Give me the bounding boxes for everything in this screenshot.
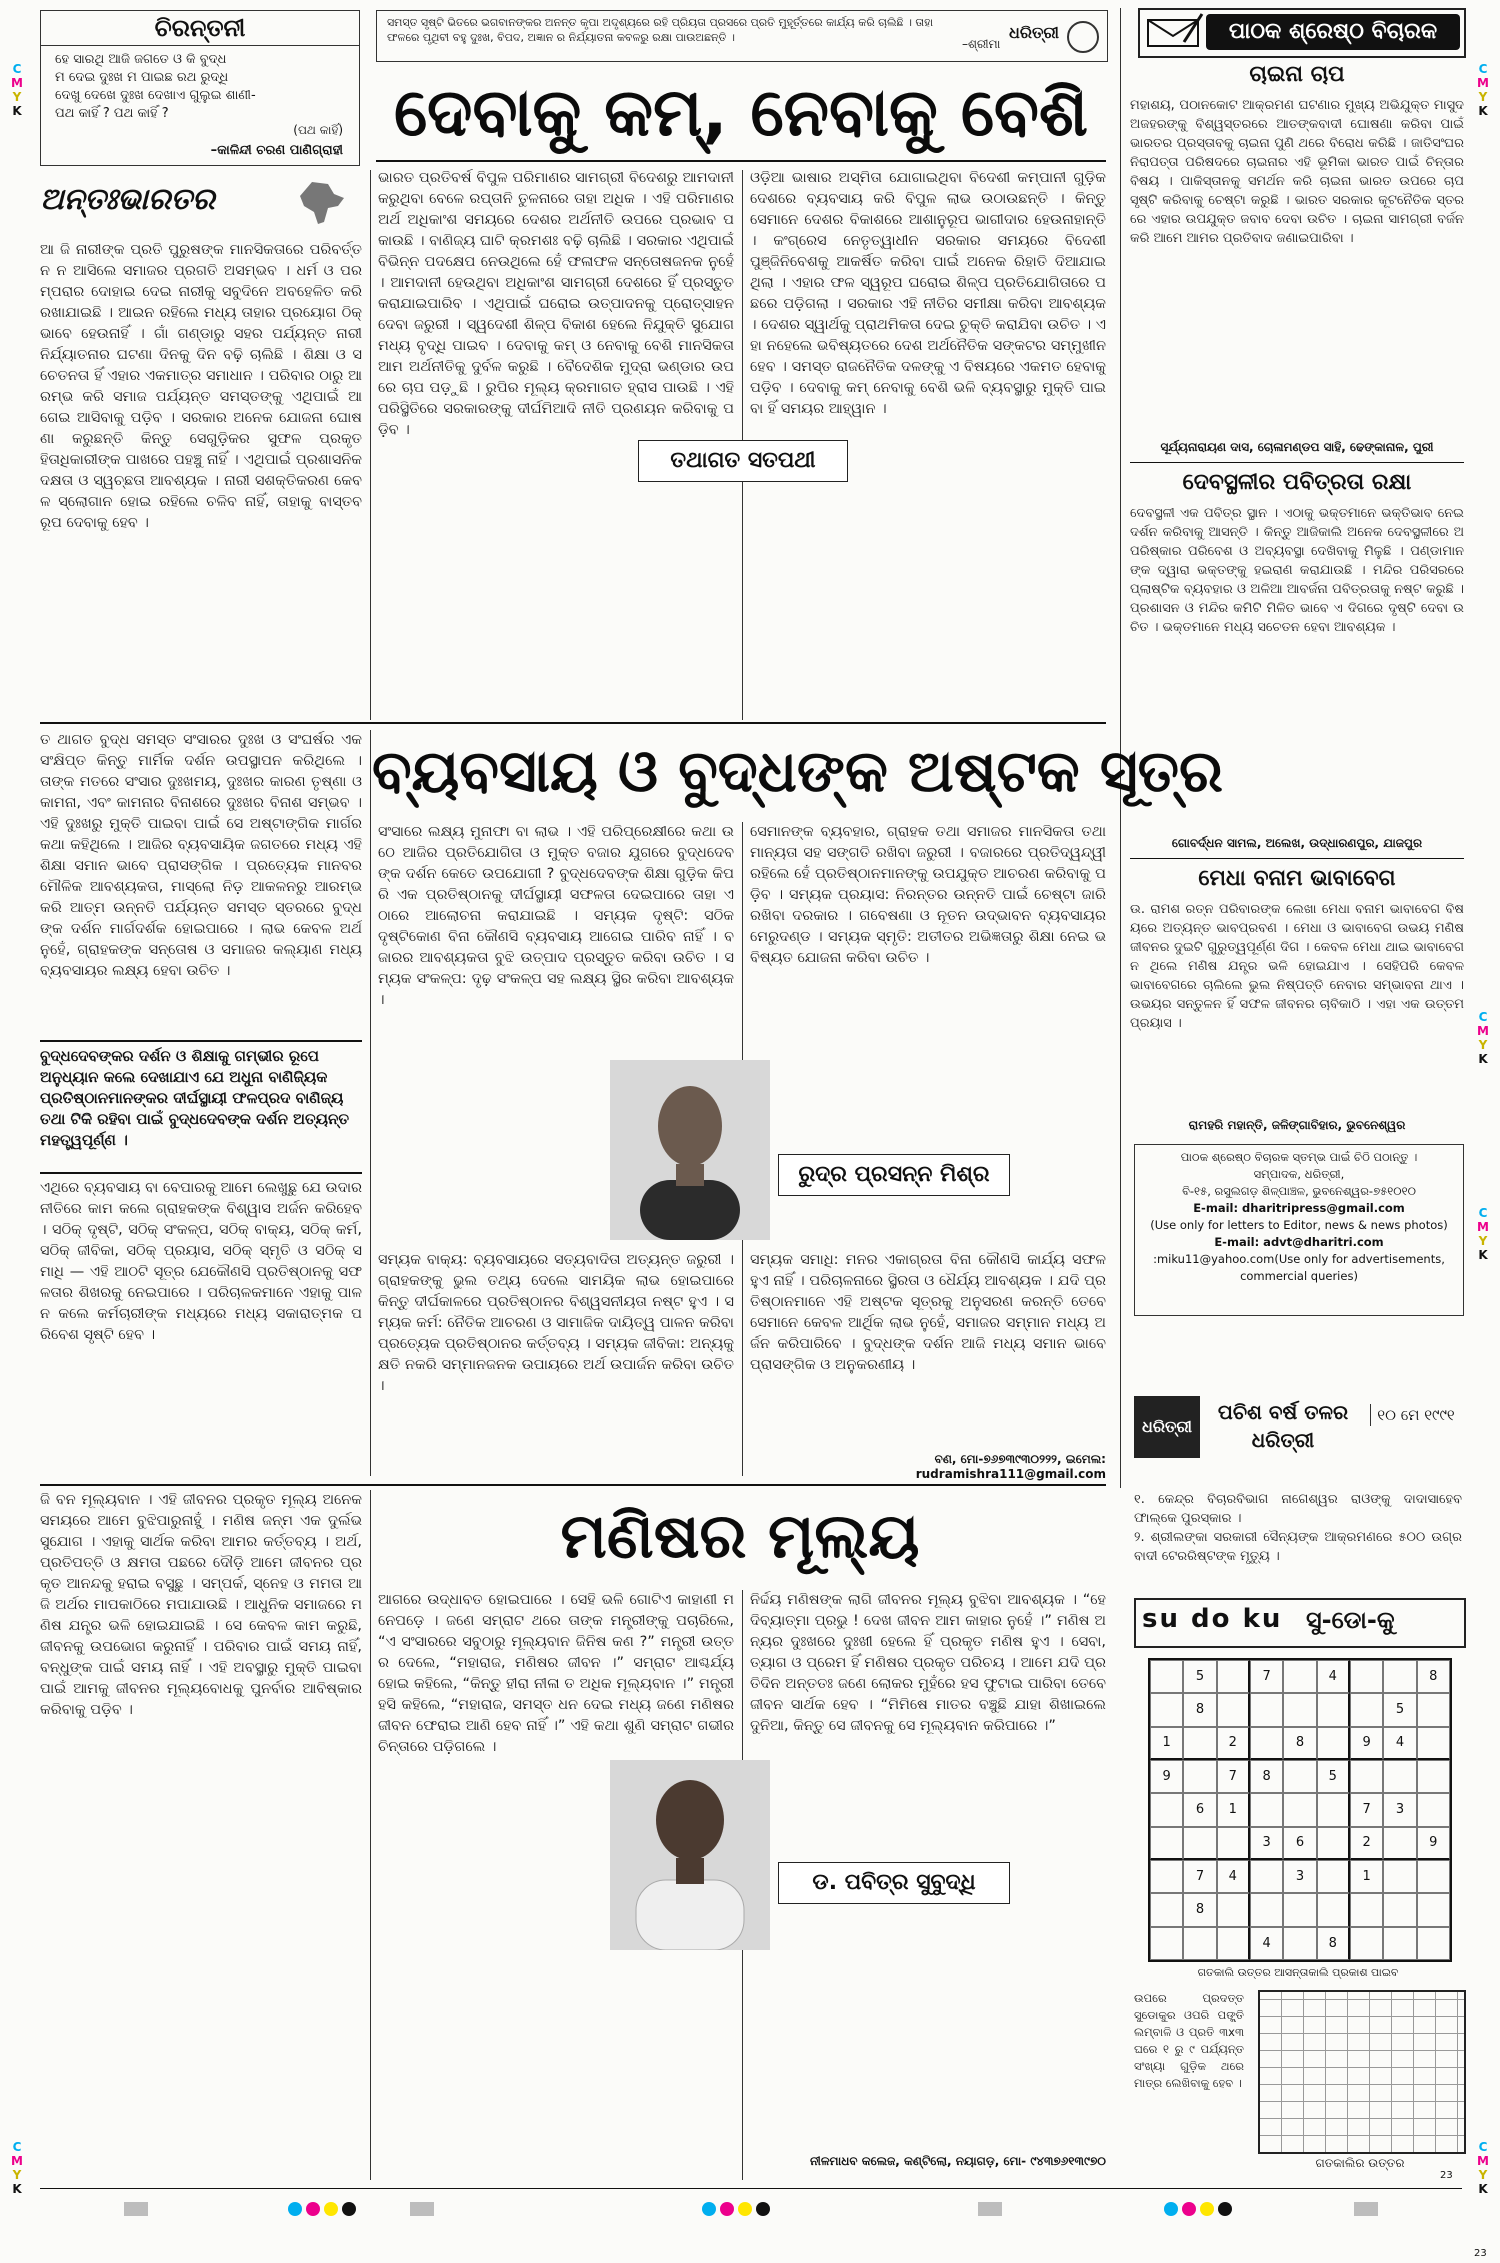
sudoku-cell[interactable] xyxy=(1217,1927,1250,1960)
sudoku-cell[interactable] xyxy=(1217,1893,1250,1926)
mind-author-photo xyxy=(610,1760,770,1950)
medha-author: ରାମହରି ମହାନ୍ତି, ଜଳିଙ୍ଗାବିହାର, ଭୁବନେଶ୍ୱର xyxy=(1188,1118,1406,1132)
top-quote-author: –ଶ୍ରୀମା xyxy=(962,37,1001,51)
business-col-3-text: ସେମାନଙ୍କ ବ୍ୟବହାର, ଗ୍ରାହକ ତଥା ସମାଜର ମାନସିକତା ତଥା ମାନ୍ୟତା ସହ ସଙ୍ଗତି ରଖିବା ଜରୁରୀ । ବଜାରରେ ପ୍ରତିଦ୍ୱନ୍ଦ୍ୱୀ ରହିଲେ ହେଁ ପ୍ରତିଷ୍ଠାନମାନଙ୍କୁ ଉପଯୁକ୍ତ ଆଚରଣ କରିବାକୁ ପଡ଼ିବ । ସମ୍ୟକ ପ୍ରୟାସ: ନିରନ୍ତର ଉନ୍ନତି ପାଇଁ ଚେଷ୍ଟା ଜାରି ରଖିବା ଦରକାର । ଗବେଷଣା ଓ ନୂତନ ଉଦ୍ଭାବନ ବ୍ୟବସାୟର ମେରୁଦଣ୍ଡ । ସମ୍ୟକ ସ୍ମୃତି: ଅତୀତର ଅଭିଜ୍ଞତାରୁ ଶିକ୍ଷା ନେଇ ଭବିଷ୍ୟତ ଯୋଜନା କରିବା ଉଚିତ । xyxy=(750,824,1106,966)
letter-rule xyxy=(1130,858,1464,859)
sudoku-cell[interactable] xyxy=(1317,1860,1350,1893)
cyan-dot xyxy=(702,2202,716,2216)
sudoku-cell[interactable] xyxy=(1317,1827,1350,1860)
sudoku-cell[interactable]: 8 xyxy=(1417,1660,1450,1693)
black-dot xyxy=(342,2202,356,2216)
sudoku-cell[interactable]: 8 xyxy=(1283,1727,1316,1760)
chirantani-title: ଚିରନ୍ତନୀ xyxy=(41,11,359,46)
twentyfive-logo: ଧରିତ୍ରୀ xyxy=(1134,1396,1200,1458)
cmyk-c: C xyxy=(1478,2140,1488,2154)
sudoku-cell[interactable]: 4 xyxy=(1250,1927,1283,1960)
cmyk-y: Y xyxy=(1478,1234,1488,1248)
sudoku-cell[interactable] xyxy=(1183,1727,1216,1760)
reader-banner-title: ପାଠକ ଶ୍ରେଷ୍ଠ ବିଚାରକ xyxy=(1206,14,1460,50)
top-quote-box xyxy=(376,10,1108,62)
cmyk-m: M xyxy=(11,76,23,90)
sudoku-cell[interactable] xyxy=(1383,1893,1416,1926)
cmyk-k: K xyxy=(12,2182,22,2196)
page-number-corner: 23 xyxy=(1474,2248,1487,2259)
section-logo xyxy=(40,178,358,230)
cmyk-c: C xyxy=(12,62,22,76)
sudoku-cell[interactable] xyxy=(1217,1660,1250,1693)
sudoku-cell[interactable]: 9 xyxy=(1417,1827,1450,1860)
section-logo-text: ଅନ୍ତଃଭାରତର xyxy=(40,182,215,217)
cmyk-mark-right-low xyxy=(1476,1206,1490,1262)
sudoku-cell[interactable]: 7 xyxy=(1217,1760,1250,1793)
sudoku-cell[interactable]: 2 xyxy=(1350,1827,1383,1860)
mind-col-2-text: ଆଗରେ ଉଦ୍ଧାବତ ହୋଇପାରେ । ସେହି ଭଳି ଗୋଟିଏ କାହାଣୀ ମନେପଡ଼େ । ଜଣେ ସମ୍ରାଟ ଥରେ ତାଙ୍କ ମନ୍ତ୍ରୀଙ୍କୁ ପଚାରିଲେ, “ଏ ସଂସାରରେ ସବୁଠାରୁ ମୂଲ୍ୟବାନ ଜିନିଷ କଣ ?” ମନ୍ତ୍ରୀ ଉତ୍ତର ଦେଲେ, “ମହାରାଜ, ମଣିଷର ଜୀବନ ।” ସମ୍ରାଟ ଆଶ୍ଚର୍ଯ୍ୟ ହୋଇ କହିଲେ, “କିନ୍ତୁ ହୀରା ନୀଳା ତ ଅଧିକ ମୂଲ୍ୟବାନ ।” ମନ୍ତ୍ରୀ ହସି କହିଲେ, “ମହାରାଜ, ସମସ୍ତ ଧନ ଦେଇ ମଧ୍ୟ ଜଣେ ମଣିଷର ଜୀବନ ଫେରାଇ ଆଣି ହେବ ନାହିଁ ।” ଏହି କଥା ଶୁଣି ସମ୍ରାଟ ଗଭୀର ଚିନ୍ତାରେ ପଡ଼ିଗଲେ । xyxy=(378,1592,734,1755)
sudoku-cell[interactable] xyxy=(1250,1793,1283,1826)
sudoku-cell[interactable]: 8 xyxy=(1183,1693,1216,1726)
verse-line: ଦେଖୁ ଦେଖେ ଦୁଃଖ ଦେଖାଏ ଗୁଲୁଇ ଶାଣୀ- xyxy=(55,88,256,103)
sudoku-cell[interactable] xyxy=(1250,1893,1283,1926)
india-map-icon xyxy=(290,178,350,228)
sudoku-cell[interactable] xyxy=(1383,1660,1416,1693)
sudoku-cell[interactable]: 6 xyxy=(1283,1827,1316,1860)
medha-title: ମେଧା ବନାମ ଭାବାବେଗ xyxy=(1198,866,1396,891)
sudoku-cell[interactable] xyxy=(1150,1693,1183,1726)
sudoku-cell[interactable] xyxy=(1283,1693,1316,1726)
sudoku-cell[interactable] xyxy=(1283,1660,1316,1693)
cmyk-k: K xyxy=(12,104,22,118)
cyan-dot xyxy=(1164,2202,1178,2216)
gray-swatch xyxy=(1354,2202,1378,2216)
cmyk-y: Y xyxy=(12,2168,22,2182)
sudoku-cell[interactable]: 2 xyxy=(1217,1727,1250,1760)
business-col-3b-text: ସମ୍ୟକ ସମାଧି: ମନର ଏକାଗ୍ରତା ବିନା କୌଣସି କାର୍ଯ୍ୟ ସଫଳ ହୁଏ ନାହିଁ । ପରିଚାଳନାରେ ସ୍ଥିରତା ଓ ଧୈର୍ଯ୍ୟ ଆବଶ୍ୟକ । ଯଦି ପ୍ରତିଷ୍ଠାନମାନେ ଏହି ଅଷ୍ଟକ ସୂତ୍ରକୁ ଅନୁସରଣ କରନ୍ତି ତେବେ ସେମାନେ କେବଳ ଆର୍ଥିକ ଲାଭ ନୁହେଁ, ସମାଜର ସମ୍ମାନ ମଧ୍ୟ ଅର୍ଜନ କରିପାରିବେ । ବୁଦ୍ଧଙ୍କ ଦର୍ଶନ ଆଜି ମଧ୍ୟ ସମାନ ଭାବେ ପ୍ରାସଙ୍ଗିକ ଓ ଅନୁକରଣୀୟ । xyxy=(750,1252,1106,1373)
sudoku-grid[interactable] xyxy=(1148,1658,1452,1962)
sudoku-cell[interactable] xyxy=(1350,1760,1383,1793)
verse-line: ହେ ସାରଥି ଆଜି ଜଗତେ ଓ କି ବୁଦ୍ଧ xyxy=(55,52,227,67)
magenta-dot xyxy=(1182,2202,1196,2216)
sudoku-cell[interactable] xyxy=(1350,1893,1383,1926)
person-portrait-icon xyxy=(610,1760,770,1950)
business-headline: ବ୍ୟବସାୟ ଓ ବୁଦ୍ଧଙ୍କ ଅଷ୍ଟକ ସୂତ୍ର xyxy=(372,737,1223,805)
reader-banner xyxy=(1138,8,1466,58)
business-col-3 xyxy=(750,822,1106,1092)
black-dot xyxy=(1218,2202,1232,2216)
twentyfive-label: ପଚିଶ ବର୍ଷ ତଳର ଧରିତ୍ରୀ xyxy=(1217,1400,1349,1452)
page-bottom-rule xyxy=(40,2188,1462,2189)
black-dot xyxy=(756,2202,770,2216)
business-pullquote: ବୁଦ୍ଧଦେବଙ୍କର ଦର୍ଶନ ଓ ଶିକ୍ଷାକୁ ଗମ୍ଭୀର ରୂପେ ଅନୁଧ୍ୟାନ କଲେ ଦେଖାଯାଏ ଯେ ଅଧୁନା ବାଣିଜ୍ୟିକ ପ୍ରତିଷ୍ଠାନମାନଙ୍କର ଦୀର୍ଘସ୍ଥାୟୀ ଫଳପ୍ରଦ ବାଣିଜ୍ୟ ତଥା ଟିକି ରହିବା ପାଇଁ ବୁଦ୍ଧଦେବଙ୍କ ଦର୍ଶନ ଅତ୍ୟନ୍ତ ମହତ୍ତ୍ୱପୂର୍ଣ୍ଣ । xyxy=(40,1040,362,1174)
chirantani-source: (ପଥ କାହିଁ) xyxy=(293,123,343,137)
sun-icon xyxy=(1067,21,1099,53)
top-quote-text: ସମସ୍ତ ସୃଷ୍ଟି ଭିତରେ ଭଗବାନଙ୍କର ଅନନ୍ତ କୃପା ଅଦୃଶ୍ୟରେ ରହି ପ୍ରିୟତା ପ୍ରସରେ ପ୍ରତି ମୁହୂର୍ତ୍ତରେ କାର୍ଯ୍ୟ କରି ଚାଲିଛି । ତାହା ଫଳରେ ପୃଥିବୀ ବହୁ ଦୁଃଖ, ବିପଦ, ଅଜ୍ଞାନ ର ନିର୍ଯ୍ୟାତନା କବଳରୁ ରକ୍ଷା ପାଉଅଛନ୍ତି । xyxy=(387,16,934,44)
editorial-top-rule xyxy=(376,160,1106,162)
sudoku-cell[interactable]: 5 xyxy=(1383,1693,1416,1726)
twentyfive-items xyxy=(1134,1490,1462,1570)
sudoku-cell[interactable] xyxy=(1417,1893,1450,1926)
business-footer: ବଣ, ମୋ-୭୬୭୩୯୩୦୨୨୨, ଇମେଲ: rudramishra111@gmail.com xyxy=(915,1452,1106,1481)
editorial-col-1-text: ଆ ଜି ନାରୀଙ୍କ ପ୍ରତି ପୁରୁଷଙ୍କ ମାନସିକତାରେ ପରିବର୍ତ୍ତନ ନ ଆସିଲେ ସମାଜର ପ୍ରଗତି ଅସମ୍ଭବ । ଧର୍ମ ଓ ପରମ୍ପରାର ଦୋହାଇ ଦେଇ ନାରୀକୁ ସବୁଦିନେ ଅବହେଳିତ କରି ରଖାଯାଇଛି । ଆଇନ ରହିଲେ ମଧ୍ୟ ତାହାର ପ୍ରୟୋଗ ଠିକ୍ ଭାବେ ହେଉନାହିଁ । ଗାଁ ଗଣ୍ଡାରୁ ସହର ପର୍ଯ୍ୟନ୍ତ ନାରୀ ନିର୍ଯ୍ୟାତନାର ଘଟଣା ଦିନକୁ ଦିନ ବଢ଼ି ଚାଲିଛି । ଶିକ୍ଷା ଓ ସଚେତନତା ହିଁ ଏହାର ଏକମାତ୍ର ସମାଧାନ । ପରିବାର ଠାରୁ ଆରମ୍ଭ କରି ସମାଜ ପର୍ଯ୍ୟନ୍ତ ସମସ୍ତଙ୍କୁ ଏଥିପାଇଁ ଆଗେଇ ଆସିବାକୁ ପଡ଼ିବ । ସରକାର ଅନେକ ଯୋଜନା ଘୋଷଣା କରୁଛନ୍ତି କିନ୍ତୁ ସେଗୁଡ଼ିକର ସୁଫଳ ପ୍ରକୃତ ହିତାଧିକାରୀଙ୍କ ପାଖରେ ପହଞ୍ଚୁ ନାହିଁ । ଏଥିପାଇଁ ପ୍ରଶାସନିକ ଦକ୍ଷତା ଓ ସ୍ୱଚ୍ଛତା ଆବଶ୍ୟକ । ନାରୀ ସଶକ୍ତିକରଣ କେବଳ ସ୍ଲୋଗାନ ହୋଇ ରହିଲେ ଚଳିବ ନାହିଁ, ତାହାକୁ ବାସ୍ତବ ରୂପ ଦେବାକୁ ହେବ । xyxy=(40,242,362,531)
cmyk-k: K xyxy=(1478,2182,1488,2196)
letter-rule xyxy=(1130,462,1464,463)
cmyk-k: K xyxy=(1478,1248,1488,1262)
business-col-1b-text: ଏଥିରେ ବ୍ୟବସାୟ ବା ବେପାରକୁ ଆମେ ଲେଖୁଛୁ ଯେ ଉଦାର ନୀତିରେ କାମ କଲେ ଗ୍ରାହକଙ୍କ ବିଶ୍ୱାସ ଅର୍ଜନ କରିହେବ । ସଠିକ୍ ଦୃଷ୍ଟି, ସଠିକ୍ ସଂକଳ୍ପ, ସଠିକ୍ ବାକ୍ୟ, ସଠିକ୍ କର୍ମ, ସଠିକ୍ ଜୀବିକା, ସଠିକ୍ ପ୍ରୟାସ, ସଠିକ୍ ସ୍ମୃତି ଓ ସଠିକ୍ ସମାଧି — ଏହି ଆଠଟି ସୂତ୍ର ଯେକୌଣସି ପ୍ରତିଷ୍ଠାନକୁ ସଫଳତାର ଶିଖରକୁ ନେଇପାରେ । ପରିଚାଳକମାନେ ଏହାକୁ ପାଳନ କଲେ କର୍ମଚାରୀଙ୍କ ମଧ୍ୟରେ ମଧ୍ୟ ସକାରାତ୍ମକ ପରିବେଶ ସୃଷ୍ଟି ହେବ । xyxy=(40,1180,362,1343)
cmyk-k: K xyxy=(1478,104,1488,118)
contact-box xyxy=(1134,1144,1464,1316)
sudoku-cell[interactable] xyxy=(1283,1793,1316,1826)
sudoku-cell[interactable]: 1 xyxy=(1150,1727,1183,1760)
cmyk-c: C xyxy=(1478,1010,1488,1024)
twentyfive-item: ୨. ଶ୍ରୀଲଙ୍କା ସରକାରୀ ସୈନ୍ୟଙ୍କ ଆକ୍ରମଣରେ ୫୦୦ ଉଗ୍ରବାଦୀ ଟେରରିଷ୍ଟଙ୍କ ମୃତ୍ୟୁ । xyxy=(1134,1530,1462,1564)
sudoku-cell[interactable]: 3 xyxy=(1250,1827,1283,1860)
sudoku-cell[interactable] xyxy=(1150,1827,1183,1860)
china-text: ମହାଶୟ, ପଠାନକୋଟ ଆକ୍ରମଣ ଘଟଣାର ମୁଖ୍ୟ ଅଭିଯୁକ୍ତ ମାସୁଦ ଅଜହରଙ୍କୁ ବିଶ୍ୱସ୍ତରରେ ଆତଙ୍କବାଦୀ ଘୋଷଣା କରିବା ପାଇଁ ଭାରତର ପ୍ରସ୍ତାବକୁ ଚାଇନା ପୁଣି ଥରେ ବିରୋଧ କରିଛି । ଜାତିସଂଘର ନିରାପତ୍ତା ପରିଷଦରେ ଚାଇନାର ଏହି ଭୂମିକା ଭାରତ ପାଇଁ ଚିନ୍ତାର ବିଷୟ । ପାକିସ୍ତାନକୁ ସମର୍ଥନ କରି ଚାଇନା ଭାରତ ଉପରେ ଚାପ ସୃଷ୍ଟି କରିବାକୁ ଚେଷ୍ଟା କରୁଛି । ଭାରତ ସରକାର କୂଟନୈତିକ ସ୍ତରରେ ଏହାର ଉପଯୁକ୍ତ ଜବାବ ଦେବା ଉଚିତ । ଚାଇନା ସାମଗ୍ରୀ ବର୍ଜନ କରି ଆମେ ଆମର ପ୍ରତିବାଦ ଜଣାଇପାରିବା । xyxy=(1130,98,1464,246)
contact-line: ବି-୧୫, ରସୁଲଗଡ଼ ଶିଳ୍ପାଞ୍ଚଳ, ଭୁବନେଶ୍ୱର-୭୫୧୦୧୦ xyxy=(1182,1184,1416,1198)
editorial-byline: ତଥାଗତ ସତପଥୀ xyxy=(638,440,848,482)
sudoku-cell[interactable] xyxy=(1350,1927,1383,1960)
cmyk-y: Y xyxy=(12,90,22,104)
cmyk-mark-right-mid xyxy=(1476,1010,1490,1066)
twentyfive-box xyxy=(1134,1396,1462,1462)
section-rule xyxy=(40,722,1106,724)
sudoku-cell[interactable] xyxy=(1417,1927,1450,1960)
verse-line: ମ ଦେଇ ଦୁଃଖ ମ ପାଇଛ ରଥ ରୁଦ୍ଧି xyxy=(55,70,229,85)
sudoku-cell[interactable]: 3 xyxy=(1383,1793,1416,1826)
sudoku-cell[interactable]: 4 xyxy=(1383,1727,1416,1760)
business-col-2-text: ସଂସାରେ ଲକ୍ଷ୍ୟ ମୁନାଫା ବା ଲାଭ । ଏହି ପରିପ୍ରେକ୍ଷୀରେ କଥା ଉଠେ ଆଜିର ପ୍ରତିଯୋଗିତା ଓ ମୁକ୍ତ ବଜାର ଯୁଗରେ ବୁଦ୍ଧଦେବଙ୍କ ଦର୍ଶନ କେତେ ଉପଯୋଗୀ ? ବୁଦ୍ଧଦେବଙ୍କ ଶିକ୍ଷା ଗୁଡ଼ିକ କିପରି ଏକ ପ୍ରତିଷ୍ଠାନକୁ ଦୀର୍ଘସ୍ଥାୟୀ ସଫଳତା ଦେଇପାରେ ତାହା ଏଠାରେ ଆଲୋଚନା କରାଯାଇଛି । ସମ୍ୟକ ଦୃଷ୍ଟି: ସଠିକ ଦୃଷ୍ଟିକୋଣ ବିନା କୌଣସି ବ୍ୟବସାୟ ଆଗେଇ ପାରିବ ନାହିଁ । ବଜାରର ଆବଶ୍ୟକତା ବୁଝି ଉତ୍ପାଦ ପ୍ରସ୍ତୁତ କରିବା ଉଚିତ । ସମ୍ୟକ ସଂକଳ୍ପ: ଦୃଢ଼ ସଂକଳ୍ପ ସହ ଲକ୍ଷ୍ୟ ସ୍ଥିର କରିବା ଆବଶ୍ୟକ । xyxy=(378,824,734,1008)
sudoku-cell[interactable] xyxy=(1383,1927,1416,1960)
contact-line: ପାଠକ ଶ୍ରେଷ୍ଠ ବିଚାରକ ସ୍ତମ୍ଭ ପାଇଁ ଚିଠି ପଠାନ୍ତୁ । xyxy=(1180,1150,1418,1164)
gray-swatch xyxy=(410,2202,434,2216)
chirantani-author: –କାଳିନ୍ଦୀ ଚରଣ ପାଣିଗ୍ରାହୀ xyxy=(210,143,343,158)
cmyk-m: M xyxy=(1477,2154,1489,2168)
sudoku-cell[interactable] xyxy=(1217,1693,1250,1726)
twentyfive-item: ୧. କେନ୍ଦ୍ର ବିଚାରବିଭାଗ ନାଗେଶ୍ୱର ରାଓଙ୍କୁ ଦାଦାସାହେବ ଫାଲ୍‌କେ ପୁରସ୍କାର । xyxy=(1134,1492,1462,1526)
twentyfive-date: ୧୦ ମେ ୧୯୯୧ xyxy=(1370,1404,1461,1426)
cmyk-m: M xyxy=(1477,1024,1489,1038)
contact-line: ସମ୍ପାଦକ, ଧରିତ୍ରୀ, xyxy=(1253,1167,1345,1181)
medha-text: ଉ. ରାମଶ ରତ୍ନ ପରିବାରଙ୍କ ଲେଖା ମେଧା ବନାମ ଭାବାବେଗ ବିଷୟରେ ଅତ୍ୟନ୍ତ ଭାବପ୍ରବଣ । ମେଧା ଓ ଭାବାବେଗ ଉଭୟ ମଣିଷ ଜୀବନର ଦୁଇଟି ଗୁରୁତ୍ୱପୂର୍ଣ୍ଣ ଦିଗ । କେବଳ ମେଧା ଥାଇ ଭାବାବେଗ ନ ଥିଲେ ମଣିଷ ଯନ୍ତ୍ର ଭଳି ହୋଇଯାଏ । ସେହିପରି କେବଳ ଭାବାବେଗରେ ଚାଲିଲେ ଭୁଲ ନିଷ୍ପତ୍ତି ନେବାର ସମ୍ଭାବନା ଥାଏ । ଉଭୟର ସନ୍ତୁଳନ ହିଁ ସଫଳ ଜୀବନର ଚାବିକାଠି । ଏହା ଏକ ଉତ୍ତମ ପ୍ରୟାସ । xyxy=(1130,902,1464,1031)
sudoku-cell[interactable] xyxy=(1250,1727,1283,1760)
chirantani-verse xyxy=(55,51,345,123)
sudoku-cell[interactable]: 1 xyxy=(1217,1793,1250,1826)
editorial-col-1 xyxy=(40,240,362,716)
magenta-dot xyxy=(306,2202,320,2216)
sudoku-cell[interactable] xyxy=(1317,1693,1350,1726)
sudoku-cell[interactable] xyxy=(1350,1660,1383,1693)
sudoku-cell[interactable] xyxy=(1183,1827,1216,1860)
contact-email: E-mail: advt@dharitri.com xyxy=(1214,1235,1384,1249)
sudoku-cell[interactable] xyxy=(1383,1760,1416,1793)
sudoku-cell[interactable] xyxy=(1383,1860,1416,1893)
mind-byline: ଡ. ପବିତ୍ର ସୁବୁଦ୍ଧି xyxy=(778,1862,1010,1904)
col-divider xyxy=(370,170,371,720)
sudoku-cell[interactable]: 5 xyxy=(1317,1760,1350,1793)
sudoku-cell[interactable]: 9 xyxy=(1350,1727,1383,1760)
yellow-dot xyxy=(1200,2202,1214,2216)
sudoku-cell[interactable] xyxy=(1417,1860,1450,1893)
cmyk-mark-right-bottom xyxy=(1476,2140,1490,2196)
cmyk-c: C xyxy=(1478,1206,1488,1220)
sudoku-cell[interactable] xyxy=(1150,1793,1183,1826)
sudoku-cell[interactable] xyxy=(1317,1893,1350,1926)
business-author-photo xyxy=(610,1060,770,1240)
person-portrait-icon xyxy=(610,1060,770,1240)
cmyk-m: M xyxy=(1477,76,1489,90)
sudoku-cell[interactable] xyxy=(1217,1827,1250,1860)
sudoku-cell[interactable] xyxy=(1417,1793,1450,1826)
sudoku-cell[interactable]: 7 xyxy=(1250,1660,1283,1693)
mind-col-1 xyxy=(40,1490,362,2170)
devasthali-text: ଦେବସ୍ଥଳୀ ଏକ ପବିତ୍ର ସ୍ଥାନ । ଏଠାକୁ ଭକ୍ତମାନେ ଭକ୍ତିଭାବ ନେଇ ଦର୍ଶନ କରିବାକୁ ଆସନ୍ତି । କିନ୍ତୁ ଆଜିକାଲି ଅନେକ ଦେବସ୍ଥଳୀରେ ଅପରିଷ୍କାର ପରିବେଶ ଓ ଅବ୍ୟବସ୍ଥା ଦେଖିବାକୁ ମିଳୁଛି । ପଣ୍ଡାମାନଙ୍କ ଦ୍ୱାରା ଭକ୍ତଙ୍କୁ ହଇରାଣ କରାଯାଉଛି । ମନ୍ଦିର ପରିସରରେ ପ୍ଲାଷ୍ଟିକ ବ୍ୟବହାର ଓ ଅଳିଆ ଆବର୍ଜନା ପବିତ୍ରତାକୁ ନଷ୍ଟ କରୁଛି । ପ୍ରଶାସନ ଓ ମନ୍ଦିର କମିଟି ମିଳିତ ଭାବେ ଏ ଦିଗରେ ଦୃଷ୍ଟି ଦେବା ଉଚିତ । ଭକ୍ତମାନେ ମଧ୍ୟ ସଚେତନ ହେବା ଆବଶ୍ୟକ । xyxy=(1130,506,1464,635)
cmyk-m: M xyxy=(1477,1220,1489,1234)
business-col-2b-text: ସମ୍ୟକ ବାକ୍ୟ: ବ୍ୟବସାୟରେ ସତ୍ୟବାଦିତା ଅତ୍ୟନ୍ତ ଜରୁରୀ । ଗ୍ରାହକଙ୍କୁ ଭୁଲ ତଥ୍ୟ ଦେଲେ ସାମୟିକ ଲାଭ ହୋଇପାରେ କିନ୍ତୁ ଦୀର୍ଘକାଳରେ ପ୍ରତିଷ୍ଠାନର ବିଶ୍ୱସନୀୟତା ନଷ୍ଟ ହୁଏ । ସମ୍ୟକ କର୍ମ: ନୈତିକ ଆଚରଣ ଓ ସାମାଜିକ ଦାୟିତ୍ୱ ପାଳନ କରିବା ପ୍ରତ୍ୟେକ ପ୍ରତିଷ୍ଠାନର କର୍ତ୍ତବ୍ୟ । ସମ୍ୟକ ଜୀବିକା: ଅନ୍ୟକୁ କ୍ଷତି ନକରି ସମ୍ମାନଜନକ ଉପାୟରେ ଅର୍ଥ ଉପାର୍ଜନ କରିବା ଉଚିତ । xyxy=(378,1252,734,1394)
sudoku-answer-label: ଗତକାଲିର ଉତ୍ତର xyxy=(1315,2156,1405,2170)
sudoku-cell[interactable]: 8 xyxy=(1317,1927,1350,1960)
cmyk-c: C xyxy=(12,2140,22,2154)
sudoku-title-en: su do ku xyxy=(1142,1604,1283,1634)
business-col-1b xyxy=(40,1178,362,1474)
col-divider xyxy=(370,730,371,1476)
business-col-1 xyxy=(40,730,362,1030)
sudoku-cell[interactable] xyxy=(1350,1693,1383,1726)
sudoku-cell[interactable] xyxy=(1317,1793,1350,1826)
sudoku-cell[interactable] xyxy=(1183,1927,1216,1960)
col-divider xyxy=(370,1490,371,2180)
sudoku-title-or: ସୁ-ଡୋ-କୁ xyxy=(1306,1606,1395,1634)
chirantani-box xyxy=(40,10,360,166)
mind-footer: ନୀଳମାଧବ କଲେଜ, କଣ୍ଟିଲୋ, ନୟାଗଡ଼, ମୋ- ୯୪୩୭୬୧୩୯୭୦ xyxy=(809,2154,1106,2168)
sudoku-cell[interactable] xyxy=(1283,1893,1316,1926)
sudoku-cell[interactable]: 7 xyxy=(1183,1860,1216,1893)
business-byline: ରୁଦ୍ର ପ୍ରସନ୍ନ ମିଶ୍ର xyxy=(778,1154,1010,1196)
sudoku-cell[interactable]: 1 xyxy=(1350,1860,1383,1893)
cmyk-y: Y xyxy=(1478,2168,1488,2182)
cmyk-k: K xyxy=(1478,1052,1488,1066)
cmyk-mark-right xyxy=(1476,62,1490,118)
cyan-dot xyxy=(288,2202,302,2216)
cmyk-y: Y xyxy=(1478,90,1488,104)
devasthali-author: ଗୋବର୍ଦ୍ଧନ ସାମଲ, ଅଲେଖ, ଉଦ୍ଧାରଣପୁର, ଯାଜପୁର xyxy=(1171,836,1423,850)
sudoku-cell[interactable] xyxy=(1417,1760,1450,1793)
contact-email: E-mail: dharitripress@gmail.com xyxy=(1193,1201,1405,1215)
sudoku-cell[interactable] xyxy=(1383,1827,1416,1860)
cmyk-mark-left xyxy=(10,62,24,118)
sudoku-cell[interactable] xyxy=(1317,1727,1350,1760)
sudoku-cell[interactable] xyxy=(1283,1927,1316,1960)
yellow-dot xyxy=(738,2202,752,2216)
sudoku-cell[interactable] xyxy=(1417,1693,1450,1726)
mind-col-1-text: ଜି ବନ ମୂଲ୍ୟବାନ । ଏହି ଜୀବନର ପ୍ରକୃତ ମୂଲ୍ୟ ଅନେକ ସମୟରେ ଆମେ ବୁଝିପାରୁନାହୁଁ । ମଣିଷ ଜନ୍ମ ଏକ ଦୁର୍ଲଭ ସୁଯୋଗ । ଏହାକୁ ସାର୍ଥକ କରିବା ଆମର କର୍ତ୍ତବ୍ୟ । ଅର୍ଥ, ପ୍ରତିପତ୍ତି ଓ କ୍ଷମତା ପଛରେ ଦୌଡ଼ି ଆମେ ଜୀବନର ପ୍ରକୃତ ଆନନ୍ଦକୁ ହରାଇ ବସୁଛୁ । ସମ୍ପର୍କ, ସ୍ନେହ ଓ ମମତା ଆଜି ଅର୍ଥର ମାପକାଠିରେ ମପାଯାଉଛି । ଆଧୁନିକ ସମାଜରେ ମଣିଷ ଯନ୍ତ୍ର ଭଳି ହୋଇଯାଇଛି । ସେ କେବଳ କାମ କରୁଛି, ଜୀବନକୁ ଉପଭୋଗ କରୁନାହିଁ । ପରିବାର ପାଇଁ ସମୟ ନାହିଁ, ବନ୍ଧୁଙ୍କ ପାଇଁ ସମୟ ନାହିଁ । ଏହି ଅବସ୍ଥାରୁ ମୁକ୍ତି ପାଇବା ପାଇଁ ଆମକୁ ଜୀବନର ମୂଲ୍ୟବୋଧକୁ ପୁନର୍ବାର ଆବିଷ୍କାର କରିବାକୁ ପଡ଼ିବ । xyxy=(40,1492,362,1718)
page-number: 23 xyxy=(1440,2170,1453,2181)
business-col-1-text: ତ ଥାଗତ ବୁଦ୍ଧ ସମସ୍ତ ସଂସାରର ଦୁଃଖ ଓ ସଂଘର୍ଷର ଏକ ସଂକ୍ଷିପ୍ତ କିନ୍ତୁ ମାର୍ମିକ ଦର୍ଶନ ଉପସ୍ଥାପନ କରିଥିଲେ । ତାଙ୍କ ମତରେ ସଂସାର ଦୁଃଖମୟ, ଦୁଃଖର କାରଣ ତୃଷ୍ଣା ଓ କାମନା, ଏବଂ କାମନାର ବିନାଶରେ ଦୁଃଖର ବିନାଶ ସମ୍ଭବ । ଏହି ଦୁଃଖରୁ ମୁକ୍ତି ପାଇବା ପାଇଁ ସେ ଅଷ୍ଟାଙ୍ଗିକ ମାର୍ଗର କଥା କହିଥିଲେ । ଆଜିର ବ୍ୟବସାୟିକ ଜଗତରେ ମଧ୍ୟ ଏହି ଶିକ୍ଷା ସମାନ ଭାବେ ପ୍ରାସଙ୍ଗିକ । ପ୍ରତ୍ୟେକ ମାନବର ମୌଳିକ ଆବଶ୍ୟକତା, ମାସ୍ଲୋ ନିଡ଼ ଆକଳନରୁ ଆରମ୍ଭ କରି ଆତ୍ମ ଉନ୍ନତି ପର୍ଯ୍ୟନ୍ତ ସମସ୍ତ ସ୍ତରରେ ବୁଦ୍ଧଙ୍କ ଦର୍ଶନ ମାର୍ଗଦର୍ଶକ ହୋଇପାରେ । ଲାଭ କେବଳ ଅର୍ଥ ନୁହେଁ, ଗ୍ରାହକଙ୍କ ସନ୍ତୋଷ ଓ ସମାଜର କଲ୍ୟାଣ ମଧ୍ୟ ବ୍ୟବସାୟର ଲକ୍ଷ୍ୟ ହେବା ଉଚିତ । xyxy=(40,732,362,979)
section-rule xyxy=(40,1484,1106,1486)
sudoku-cell[interactable] xyxy=(1417,1727,1450,1760)
sudoku-rules xyxy=(1134,1990,1244,2160)
sudoku-cell[interactable] xyxy=(1250,1860,1283,1893)
mind-col-3-text: ନିର୍ଦ୍ଦୟ ମଣିଷଙ୍କ ଲାଗି ଜୀବନର ମୂଲ୍ୟ ବୁଝିବା ଆବଶ୍ୟକ । “ହେ ଦିବ୍ୟାତ୍ମା ପ୍ରଭୁ ! ଦେଖ ଜୀବନ ଆମ କାହାର ନୁହେଁ ।” ମଣିଷ ଅନ୍ୟର ଦୁଃଖରେ ଦୁଃଖୀ ହେଲେ ହିଁ ପ୍ରକୃତ ମଣିଷ ହୁଏ । ସେବା, ତ୍ୟାଗ ଓ ପ୍ରେମ ହିଁ ମଣିଷର ପ୍ରକୃତ ପରିଚୟ । ଆମେ ଯଦି ପ୍ରତିଦିନ ଅନ୍ତତଃ ଜଣେ ଲୋକର ମୁହଁରେ ହସ ଫୁଟାଇ ପାରିବା ତେବେ ଜୀବନ ସାର୍ଥକ ହେବ । “ମିମିଷେ ମାତର ବଞ୍ଚୁଛି ଯାହା ଶିଖାଇଲେ ଦୁନିଆ, କିନ୍ତୁ ସେ ଜୀବନକୁ ସେ ମୂଲ୍ୟବାନ କରିପାରେ ।” xyxy=(750,1592,1106,1734)
editorial-headline: ଦେବାକୁ କମ୍, ନେବାକୁ ବେଶି xyxy=(393,74,1088,151)
cmyk-m: M xyxy=(11,2154,23,2168)
sudoku-note: ଗତକାଲି ଉତ୍ତର ଆସନ୍ତାକାଲି ପ୍ରକାଶ ପାଇବ xyxy=(1197,1966,1399,1979)
sudoku-cell[interactable]: 9 xyxy=(1150,1760,1183,1793)
sudoku-rules-text: ଉପରେ ପ୍ରଦତ୍ତ ସୁଡୋକୁର ଓପରି ପଙ୍କ୍ତି ଲମ୍ବାଳି ଓ ପ୍ରତି ୩x୩ ଘରେ ୧ ରୁ ୯ ପର୍ଯ୍ୟନ୍ତ ସଂଖ୍ୟା ଗୁଡ଼ିକ ଥରେ ମାତ୍ର ଲେଖିବାକୁ ହେବ । xyxy=(1134,1991,1244,2090)
china-author: ସୂର୍ଯ୍ୟନାରାୟଣ ଦାସ, ଚୋଳାମଣ୍ଡପ ସାହି, ଢେଙ୍କାନାଳ, ପୁରୀ xyxy=(1160,440,1434,454)
yellow-dot xyxy=(324,2202,338,2216)
business-col-2 xyxy=(378,822,734,1092)
sudoku-cell[interactable]: 8 xyxy=(1183,1893,1216,1926)
contact-email: :miku11@yahoo.com(Use only for advertisements, commercial queries) xyxy=(1153,1252,1445,1283)
china-title: ଚାଇନା ଚାପ xyxy=(1249,62,1345,87)
gray-swatch xyxy=(124,2202,148,2216)
sudoku-cell[interactable] xyxy=(1150,1860,1183,1893)
business-col-2b xyxy=(378,1250,734,1470)
envelope-icon xyxy=(1144,12,1204,52)
sudoku-cell[interactable]: 7 xyxy=(1350,1793,1383,1826)
magenta-dot xyxy=(720,2202,734,2216)
editorial-col-3-text: ଓଡ଼ିଆ ଭାଷାର ଅସ୍ମିତା ଯୋଗାଇଥିବା ବିଦେଶୀ କମ୍ପାନୀ ଗୁଡ଼ିକ ଦେଶରେ ବ୍ୟବସାୟ କରି ବିପୁଳ ଲାଭ ଉଠାଉଛନ୍ତି । କିନ୍ତୁ ସେମାନେ ଦେଶର ବିକାଶରେ ଆଶାନୁରୂପ ଭାଗୀଦାର ହେଉନାହାନ୍ତି । କଂଗ୍ରେସ ନେତୃତ୍ୱାଧୀନ ସରକାର ସମୟରେ ବିଦେଶୀ ପୁଞ୍ଜିନିବେଶକୁ ଆକର୍ଷିତ କରିବା ପାଇଁ ଅନେକ ରିହାତି ଦିଆଯାଇଥିଲା । ଏହାର ଫଳ ସ୍ୱରୂପ ଘରୋଇ ଶିଳ୍ପ ପ୍ରତିଯୋଗିତାରେ ପଛରେ ପଡ଼ିଗଲା । ସରକାର ଏହି ନୀତିର ସମୀକ୍ଷା କରିବା ଆବଶ୍ୟକ । ଦେଶର ସ୍ୱାର୍ଥକୁ ପ୍ରାଥମିକତା ଦେଇ ଚୁକ୍ତି କରାଯିବା ଉଚିତ । ଏହା ନହେଲେ ଭବିଷ୍ୟତରେ ଦେଶ ଅର୍ଥନୈତିକ ସଙ୍କଟର ସମ୍ମୁଖୀନ ହେବ । ସମସ୍ତ ରାଜନୈତିକ ଦଳଙ୍କୁ ଏ ବିଷୟରେ ଏକମତ ହେବାକୁ ପଡ଼ିବ । ଦେବାକୁ କମ୍ ନେବାକୁ ବେଶି ଭଳି ବ୍ୟବସ୍ଥାରୁ ମୁକ୍ତି ପାଇବା ହିଁ ସମୟର ଆହ୍ୱାନ । xyxy=(750,170,1106,417)
cmyk-c: C xyxy=(1478,62,1488,76)
sudoku-cell[interactable] xyxy=(1283,1760,1316,1793)
sudoku-answer-grid xyxy=(1258,1990,1466,2154)
sudoku-cell[interactable] xyxy=(1183,1760,1216,1793)
top-quote-mark: ଧରିତ୍ରୀ xyxy=(1009,23,1059,42)
cmyk-mark-left-bottom xyxy=(10,2140,24,2196)
cmyk-y: Y xyxy=(1478,1038,1488,1052)
gray-swatch xyxy=(978,2202,1002,2216)
sudoku-header xyxy=(1134,1598,1466,1648)
sudoku-cell[interactable]: 4 xyxy=(1317,1660,1350,1693)
sudoku-cell[interactable]: 3 xyxy=(1283,1860,1316,1893)
sudoku-cell[interactable] xyxy=(1150,1660,1183,1693)
sudoku-cell[interactable]: 6 xyxy=(1183,1793,1216,1826)
contact-note: (Use only for letters to Editor, news & news photos) xyxy=(1150,1218,1448,1232)
sudoku-cell[interactable]: 4 xyxy=(1217,1860,1250,1893)
sudoku-cell[interactable] xyxy=(1150,1893,1183,1926)
editorial-col-2-text: ଭାରତ ପ୍ରତିବର୍ଷ ବିପୁଳ ପରିମାଣର ସାମଗ୍ରୀ ବିଦେଶରୁ ଆମଦାନୀ କରୁଥିବା ବେଳେ ରପ୍ତାନି ତୁଳନାରେ ତାହା ଅଧିକ । ଏହି ପରିମାଣର ଅର୍ଥ ଅଧିକାଂଶ ସମୟରେ ଦେଶର ଅର୍ଥନୀତି ଉପରେ ପ୍ରଭାବ ପକାଉଛି । ବାଣିଜ୍ୟ ଘାଟି କ୍ରମଶଃ ବଢ଼ି ଚାଲିଛି । ସରକାର ଏଥିପାଇଁ ବିଭିନ୍ନ ପଦକ୍ଷେପ ନେଉଥିଲେ ହେଁ ଫଳାଫଳ ସନ୍ତୋଷଜନକ ନୁହେଁ । ଆମଦାନୀ ହେଉଥିବା ଅଧିକାଂଶ ସାମଗ୍ରୀ ଦେଶରେ ହିଁ ପ୍ରସ୍ତୁତ କରାଯାଇପାରିବ । ଏଥିପାଇଁ ଘରୋଇ ଉତ୍ପାଦନକୁ ପ୍ରୋତ୍ସାହନ ଦେବା ଜରୁରୀ । ସ୍ୱଦେଶୀ ଶିଳ୍ପ ବିକାଶ ହେଲେ ନିଯୁକ୍ତି ସୁଯୋଗ ମଧ୍ୟ ବୃଦ୍ଧି ପାଇବ । ଦେବାକୁ କମ୍ ଓ ନେବାକୁ ବେଶି ମାନସିକତା ଆମ ଅର୍ଥନୀତିକୁ ଦୁର୍ବଳ କରୁଛି । ବୈଦେଶିକ ମୁଦ୍ରା ଭଣ୍ଡାର ଉପରେ ଚାପ ପଡ଼ୁଛି । ରୁପିର ମୂଲ୍ୟ କ୍ରମାଗତ ହ୍ରାସ ପାଉଛି । ଏହି ପରିସ୍ଥିତିରେ ସରକାରଙ୍କୁ ଦୀର୍ଘମିଆଦି ନୀତି ପ୍ରଣୟନ କରିବାକୁ ପଡ଼ିବ । xyxy=(378,170,734,438)
verse-line: ପଥ କାହିଁ ? ପଥ କାହିଁ ? xyxy=(55,106,169,121)
sudoku-cell[interactable]: 5 xyxy=(1183,1660,1216,1693)
china-body xyxy=(1130,96,1464,436)
mind-headline: ମଣିଷର ମୂଲ୍ୟ xyxy=(560,1499,920,1572)
devasthali-title: ଦେବସ୍ଥଳୀର ପବିତ୍ରତା ରକ୍ଷା xyxy=(1182,470,1412,495)
business-col-3b xyxy=(750,1250,1106,1450)
sudoku-cell[interactable] xyxy=(1250,1693,1283,1726)
sudoku-cell[interactable]: 8 xyxy=(1250,1760,1283,1793)
sudoku-cell[interactable] xyxy=(1150,1927,1183,1960)
